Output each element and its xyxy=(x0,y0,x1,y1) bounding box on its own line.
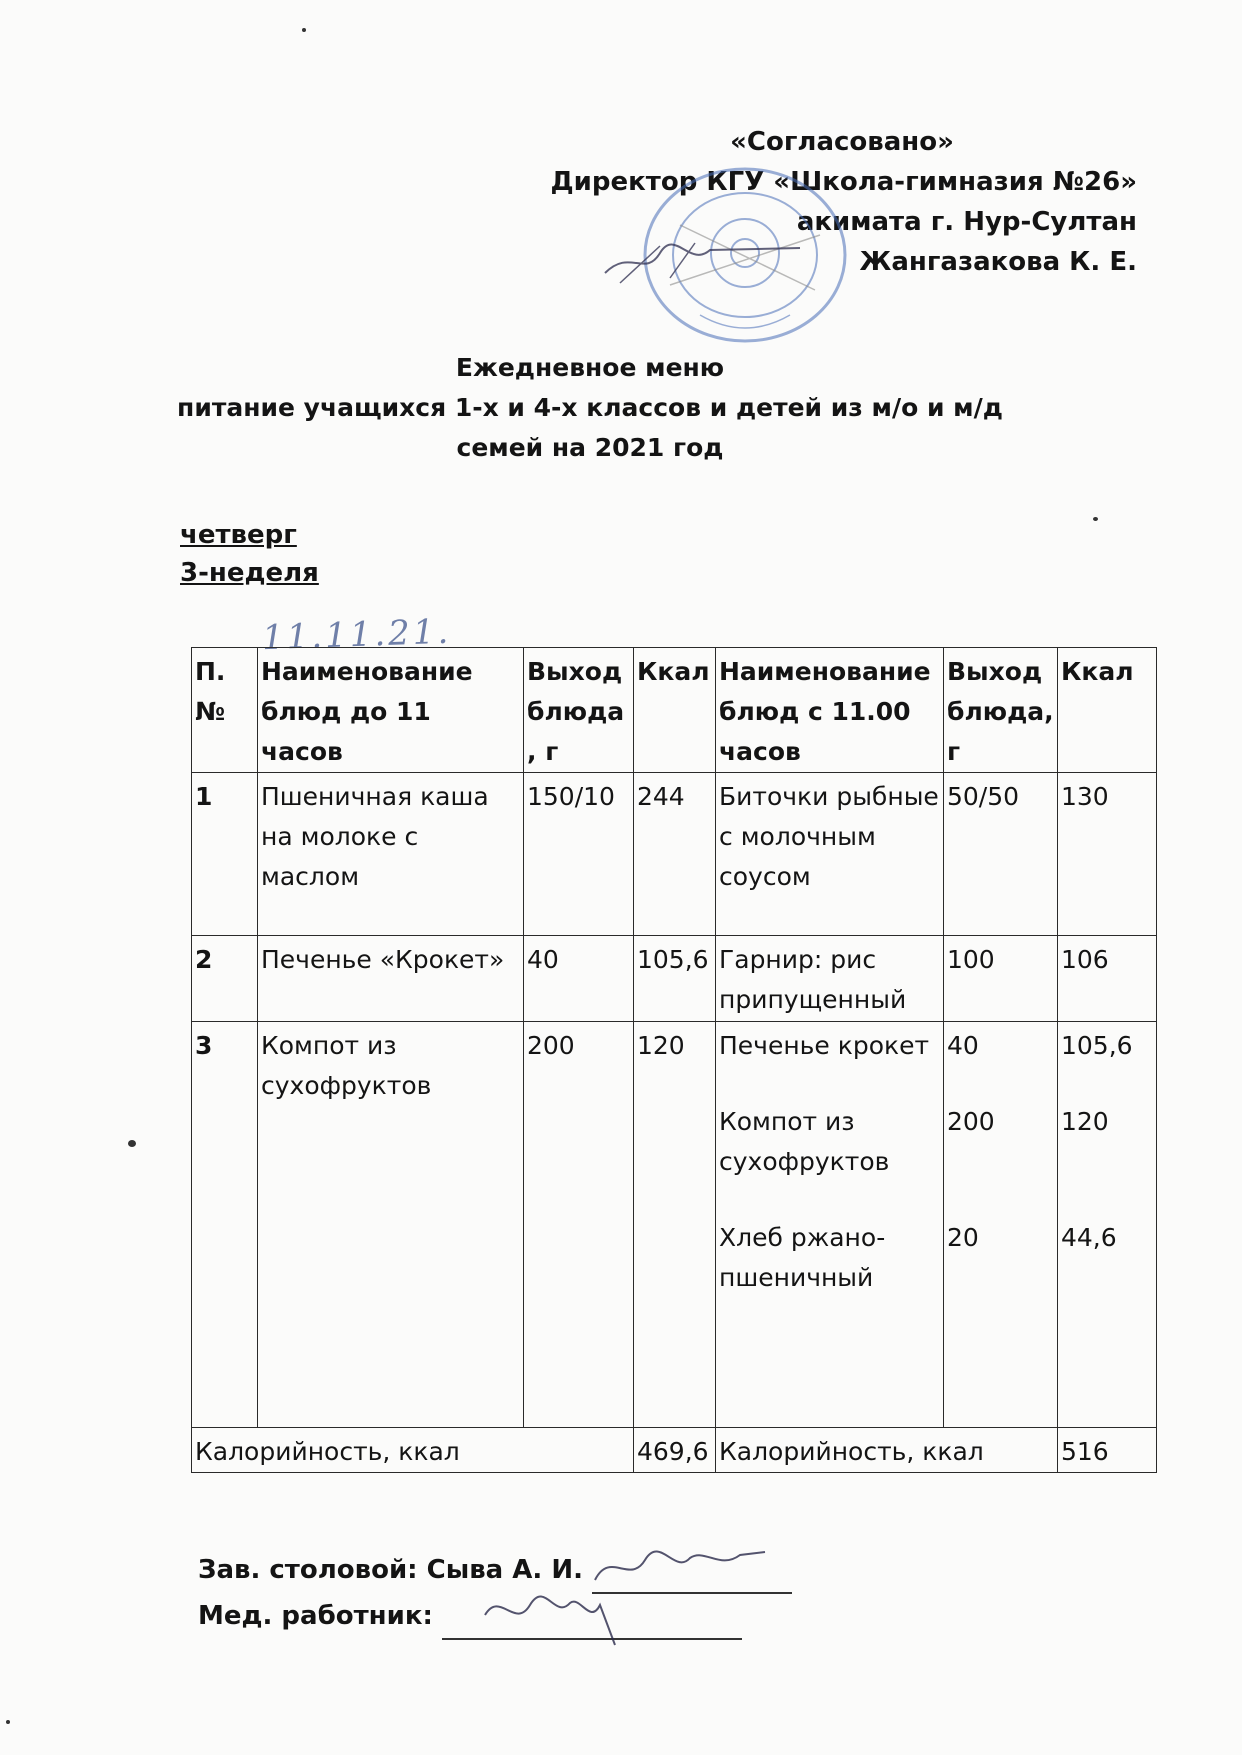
handwritten-date: 11.11.21. xyxy=(261,611,452,659)
scan-speck xyxy=(6,1720,10,1724)
dish-after: Печенье крокет xyxy=(719,1031,930,1060)
yield-after: 20 xyxy=(947,1223,979,1252)
header-kcal-after: Ккал xyxy=(1058,648,1157,773)
yield-after-list xyxy=(944,1022,1058,1428)
header-kcal-before: Ккал xyxy=(634,648,716,773)
kcal-after: 130 xyxy=(1058,773,1157,936)
dish-after: Биточки рыбные с молочным соусом xyxy=(716,773,944,936)
kcal-after: 120 xyxy=(1061,1107,1109,1136)
yield-before: 150/10 xyxy=(524,773,634,936)
approval-title: «Согласовано» xyxy=(730,127,954,157)
kcal-after-list xyxy=(1058,1022,1157,1428)
yield-after: 50/50 xyxy=(944,773,1058,936)
kcal-after: 105,6 xyxy=(1061,1031,1133,1060)
total-label-after: Калорийность, ккал xyxy=(716,1428,1058,1473)
scan-speck xyxy=(1093,517,1098,521)
day-info xyxy=(180,516,319,592)
dish-before: Печенье «Крокет» xyxy=(258,936,524,1022)
weekday: четверг xyxy=(180,520,297,550)
yield-after: 100 xyxy=(944,936,1058,1022)
yield-before: 200 xyxy=(524,1022,634,1428)
kcal-before: 244 xyxy=(634,773,716,936)
total-value-after: 516 xyxy=(1058,1428,1157,1473)
menu-table xyxy=(191,647,1157,1473)
medic-signature xyxy=(475,1585,635,1655)
total-value-before: 469,6 xyxy=(634,1428,716,1473)
kcal-before: 105,6 xyxy=(634,936,716,1022)
table-row xyxy=(192,936,1157,1022)
approval-director: Директор КГУ «Школа-гимназия №26» xyxy=(550,167,1137,197)
heading-subtitle: питание учащихся 1-х и 4-х классов и детей из м/о и м/д xyxy=(177,393,1003,422)
canteen-head-signature xyxy=(590,1540,770,1590)
dish-after-list xyxy=(716,1022,944,1428)
yield-before: 40 xyxy=(524,936,634,1022)
yield-after: 40 xyxy=(947,1031,979,1060)
header-num: П.№ xyxy=(192,648,258,773)
total-label-before: Калорийность, ккал xyxy=(192,1428,634,1473)
header-yield-before: Выход блюда, г xyxy=(524,648,634,773)
week-number: 3-неделя xyxy=(180,558,319,588)
document-heading xyxy=(140,348,1040,468)
table-header-row xyxy=(192,648,1157,773)
heading-year: семей на 2021 год xyxy=(456,433,724,462)
dish-after: Хлеб ржано-пшеничный xyxy=(719,1223,886,1292)
dish-after: Компот из сухофруктов xyxy=(719,1107,890,1176)
header-yield-after: Выход блюда, г xyxy=(944,648,1058,773)
approval-akimat: акимата г. Нур-Султан xyxy=(796,207,1137,237)
medic-label: Мед. работник: xyxy=(198,1601,433,1631)
header-name-before: Наименование блюд до 11 часов xyxy=(258,648,524,773)
kcal-before: 120 xyxy=(634,1022,716,1428)
dish-after: Гарнир: рис припущенный xyxy=(716,936,944,1022)
heading-title: Ежедневное меню xyxy=(455,353,725,382)
row-num: 2 xyxy=(192,936,258,1022)
totals-row xyxy=(192,1428,1157,1473)
scan-speck xyxy=(128,1140,136,1147)
canteen-head-label: Зав. столовой: Сыва А. И. xyxy=(198,1555,583,1585)
approval-name: Жангазакова К. Е. xyxy=(859,247,1137,277)
scan-speck xyxy=(302,28,306,32)
dish-before: Пшеничная каша на молоке с маслом xyxy=(258,773,524,936)
dish-before: Компот из сухофруктов xyxy=(258,1022,524,1428)
header-name-after: Наименование блюд с 11.00 часов xyxy=(716,648,944,773)
table-row xyxy=(192,1022,1157,1428)
row-num: 3 xyxy=(192,1022,258,1428)
kcal-after: 44,6 xyxy=(1061,1223,1117,1252)
director-signature xyxy=(600,228,810,288)
yield-after: 200 xyxy=(947,1107,995,1136)
row-num: 1 xyxy=(192,773,258,936)
table-row xyxy=(192,773,1157,936)
kcal-after: 106 xyxy=(1058,936,1157,1022)
